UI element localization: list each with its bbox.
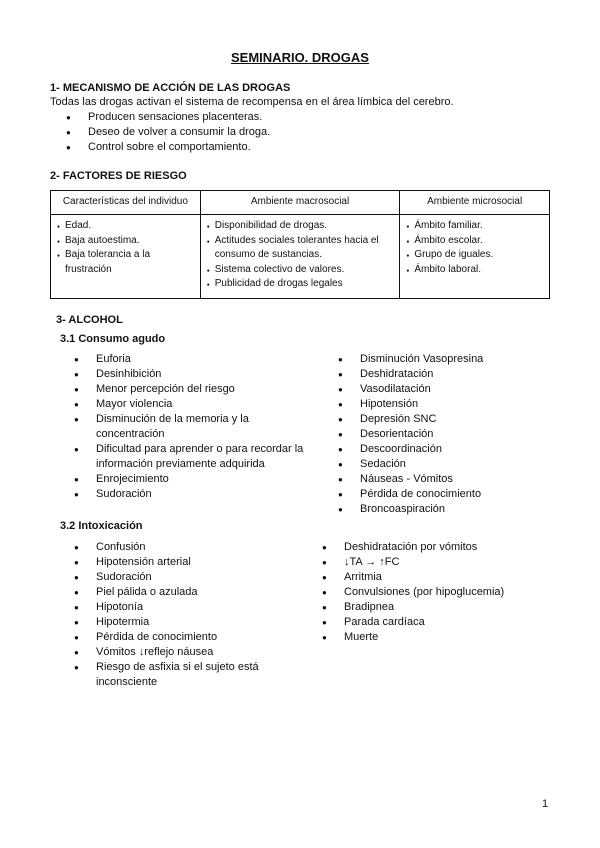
subsection-heading: 3.2 Intoxicación [60, 520, 143, 532]
list-item: ● Piel pálida o azulada [74, 585, 289, 600]
table-header: Características del individuo [51, 191, 201, 215]
list-item: ● Bradipnea [322, 600, 550, 615]
list-item: ● Muerte [322, 630, 550, 645]
section1-bullets [66, 110, 270, 155]
list-item: ● Publicidad de drogas legales [207, 277, 394, 292]
table-header: Ambiente macrosocial [200, 191, 400, 215]
list-item: ● Mayor violencia [74, 397, 319, 412]
table-header: Ambiente microsocial [400, 191, 550, 215]
subsection-heading: 3.1 Consumo agudo [60, 333, 166, 345]
table-row [51, 215, 550, 299]
list-item: ● Ámbito laboral. [406, 263, 543, 278]
table-cell [200, 215, 400, 299]
list-item: ● Actitudes sociales tolerantes hacia el consumo de sustancias. [207, 234, 394, 263]
document-title: SEMINARIO. DROGAS [231, 50, 369, 65]
list-item: ● Sistema colectivo de valores. [207, 263, 394, 278]
list-item: ● Vómitos ↓reflejo náusea [74, 645, 289, 660]
list-item: ● Vasodilatación [338, 382, 548, 397]
table-cell [51, 215, 201, 299]
list-item: ● Disminución de la memoria y la concentración [74, 412, 319, 442]
list-item: ● Disminución Vasopresina [338, 352, 548, 367]
list-item: ● ↓TA → ↑FC [322, 555, 550, 570]
list-item: ● Deshidratación [338, 367, 548, 382]
intoxication-right-list [322, 540, 550, 645]
list-item: ● Hipotensión [338, 397, 548, 412]
list-item: ● Broncoaspiración [338, 502, 548, 517]
section1-heading: 1- MECANISMO DE ACCIÓN DE LAS DROGAS [50, 82, 291, 94]
table-cell [400, 215, 550, 299]
list-item: ● Disponibilidad de drogas. [207, 219, 394, 234]
list-item: ● Descoordinación [338, 442, 548, 457]
list-item: ● Sedación [338, 457, 548, 472]
acute-consumption-right-list [338, 352, 548, 517]
list-item: ● Control sobre el comportamiento. [66, 140, 270, 155]
list-item: ● Confusión [74, 540, 289, 555]
list-item: ● Ámbito escolar. [406, 234, 543, 249]
list-item: ● Enrojecimiento [74, 472, 319, 487]
list-item: ● Menor percepción del riesgo [74, 382, 319, 397]
list-item: ● Náuseas - Vómitos [338, 472, 548, 487]
list-item: ● Pérdida de conocimiento [338, 487, 548, 502]
list-item: ● Edad. [57, 219, 194, 234]
risk-factors-table [50, 190, 550, 299]
list-item: ● Dificultad para aprender o para recordar la información previamente adquirida [74, 442, 319, 472]
list-item: ● Hipotermia [74, 615, 289, 630]
list-item: ● Arritmia [322, 570, 550, 585]
list-item: ● Deseo de volver a consumir la droga. [66, 125, 270, 140]
list-item: ● Grupo de iguales. [406, 248, 543, 263]
list-item: ● Sudoración [74, 570, 289, 585]
section3-heading: 3- ALCOHOL [56, 314, 123, 326]
list-item: ● Desorientación [338, 427, 548, 442]
list-item: ● Riesgo de asfixia si el sujeto está inconsciente [74, 660, 289, 690]
acute-consumption-left-list [74, 352, 319, 502]
list-item: ● Euforia [74, 352, 319, 367]
list-item: ● Parada cardíaca [322, 615, 550, 630]
table-header-row [51, 191, 550, 215]
intoxication-left-list [74, 540, 289, 690]
list-item: ● Sudoración [74, 487, 319, 502]
list-item: ● Pérdida de conocimiento [74, 630, 289, 645]
page-number: 1 [542, 798, 549, 810]
section1-intro: Todas las drogas activan el sistema de recompensa en el área límbica del cerebro. [50, 96, 454, 108]
list-item: ● Hipotonía [74, 600, 289, 615]
list-item: ● Deshidratación por vómitos [322, 540, 550, 555]
list-item: ● Producen sensaciones placenteras. [66, 110, 270, 125]
list-item: ● Hipotensión arterial [74, 555, 289, 570]
list-item: ● Depresión SNC [338, 412, 548, 427]
list-item: ● Baja autoestima. [57, 234, 194, 249]
list-item: ● Ámbito familiar. [406, 219, 543, 234]
list-item: ● Desinhibición [74, 367, 319, 382]
list-item: ● Convulsiones (por hipoglucemia) [322, 585, 550, 600]
list-item: ● Baja tolerancia a la frustración [57, 248, 194, 277]
section2-heading: 2- FACTORES DE RIESGO [50, 170, 187, 182]
